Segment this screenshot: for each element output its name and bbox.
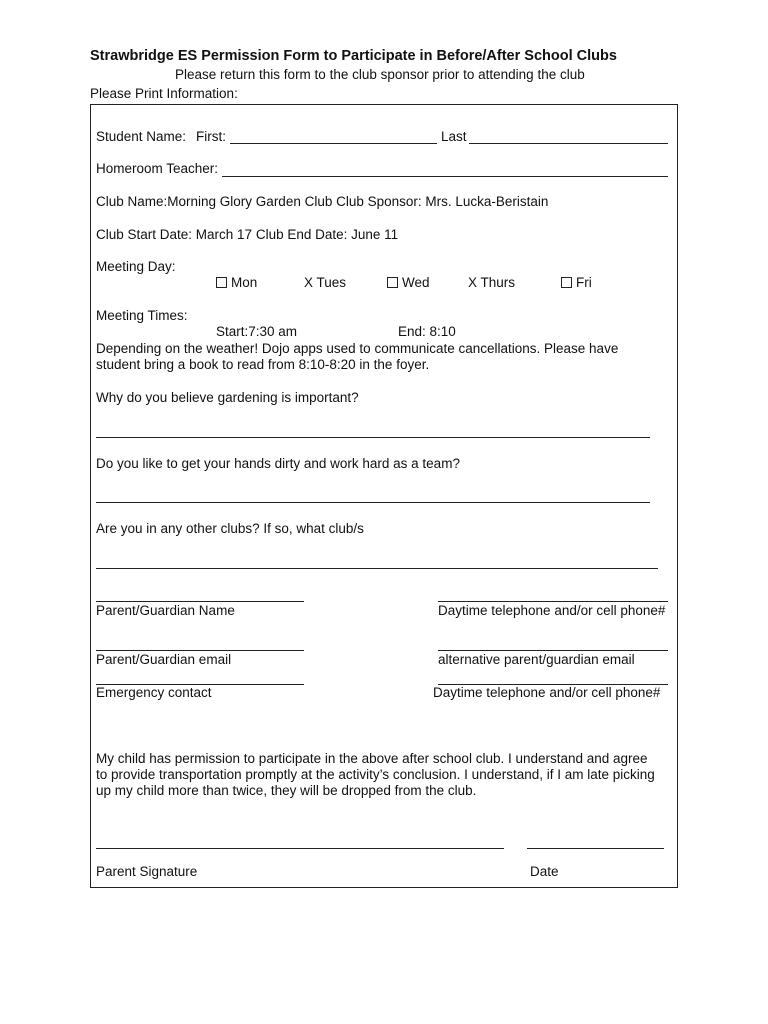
answer-teamwork-field[interactable] bbox=[96, 502, 650, 503]
question-gardening: Why do you believe gardening is important? bbox=[96, 390, 359, 405]
permission-line2: to provide transportation promptly at the activity’s conclusion. I understand, if I am late picking bbox=[96, 767, 655, 782]
print-note: Please Print Information: bbox=[90, 86, 238, 101]
checkbox-icon bbox=[216, 277, 227, 288]
last-name-label: Last bbox=[441, 129, 467, 144]
homeroom-label: Homeroom Teacher: bbox=[96, 161, 219, 176]
alt-email-label: alternative parent/guardian email bbox=[438, 652, 635, 667]
day-label: Mon bbox=[231, 275, 258, 290]
day-option-fri[interactable] bbox=[561, 275, 592, 291]
day-label: Thurs bbox=[480, 275, 516, 290]
emergency-contact-label: Emergency contact bbox=[96, 685, 212, 700]
alt-email-field[interactable] bbox=[438, 650, 668, 651]
day-label: Fri bbox=[576, 275, 592, 290]
parent-email-label: Parent/Guardian email bbox=[96, 652, 232, 667]
question-other-clubs: Are you in any other clubs? If so, what club/s bbox=[96, 521, 364, 536]
permission-line3: up my child more than twice, they will be dropped from the club. bbox=[96, 783, 477, 798]
signature-field[interactable] bbox=[96, 848, 504, 849]
meeting-day-label: Meeting Day: bbox=[96, 259, 176, 274]
weather-note-line1: Depending on the weather! Dojo apps used to communicate cancellations. Please have bbox=[96, 341, 619, 356]
emergency-phone-label: Daytime telephone and/or cell phone# bbox=[433, 685, 661, 700]
question-teamwork: Do you like to get your hands dirty and work hard as a team? bbox=[96, 456, 460, 471]
day-option-wed[interactable] bbox=[387, 275, 430, 291]
day-option-mon[interactable] bbox=[216, 275, 257, 291]
meeting-times-label: Meeting Times: bbox=[96, 308, 188, 323]
day-option-thurs[interactable] bbox=[468, 275, 515, 291]
club-dates: Club Start Date: March 17 Club End Date: June 11 bbox=[96, 227, 399, 242]
parent-name-label: Parent/Guardian Name bbox=[96, 603, 235, 618]
permission-line1: My child has permission to participate in the above after school club. I understand and agree bbox=[96, 751, 648, 766]
daytime-phone-label: Daytime telephone and/or cell phone# bbox=[438, 603, 666, 618]
x-mark-icon: X bbox=[304, 275, 314, 290]
form-title: Strawbridge ES Permission Form to Participate in Before/After School Clubs bbox=[90, 48, 617, 64]
day-option-tues[interactable] bbox=[304, 275, 346, 291]
first-name-label: First: bbox=[196, 129, 226, 144]
last-name-field[interactable] bbox=[469, 143, 668, 144]
day-label: Wed bbox=[402, 275, 430, 290]
checkbox-icon bbox=[387, 277, 398, 288]
form-subtitle: Please return this form to the club sponsor prior to attending the club bbox=[175, 67, 585, 82]
club-info: Club Name:Morning Glory Garden Club Club Sponsor: Mrs. Lucka-Beristain bbox=[96, 194, 549, 209]
checkbox-icon bbox=[561, 277, 572, 288]
signature-label: Parent Signature bbox=[96, 864, 198, 879]
date-field[interactable] bbox=[527, 848, 664, 849]
day-label: Tues bbox=[316, 275, 347, 290]
daytime-phone-field[interactable] bbox=[438, 601, 668, 602]
homeroom-field[interactable] bbox=[222, 176, 668, 177]
x-mark-icon: X bbox=[468, 275, 478, 290]
start-time: Start:7:30 am bbox=[216, 324, 298, 339]
weather-note-line2: student bring a book to read from 8:10-8:20 in the foyer. bbox=[96, 357, 430, 372]
parent-email-field[interactable] bbox=[96, 650, 304, 651]
student-name-label: Student Name: bbox=[96, 129, 187, 144]
parent-name-field[interactable] bbox=[96, 601, 304, 602]
answer-gardening-field[interactable] bbox=[96, 437, 650, 438]
answer-other-clubs-field[interactable] bbox=[96, 568, 658, 569]
end-time: End: 8:10 bbox=[398, 324, 456, 339]
date-label: Date bbox=[530, 864, 559, 879]
first-name-field[interactable] bbox=[230, 143, 437, 144]
